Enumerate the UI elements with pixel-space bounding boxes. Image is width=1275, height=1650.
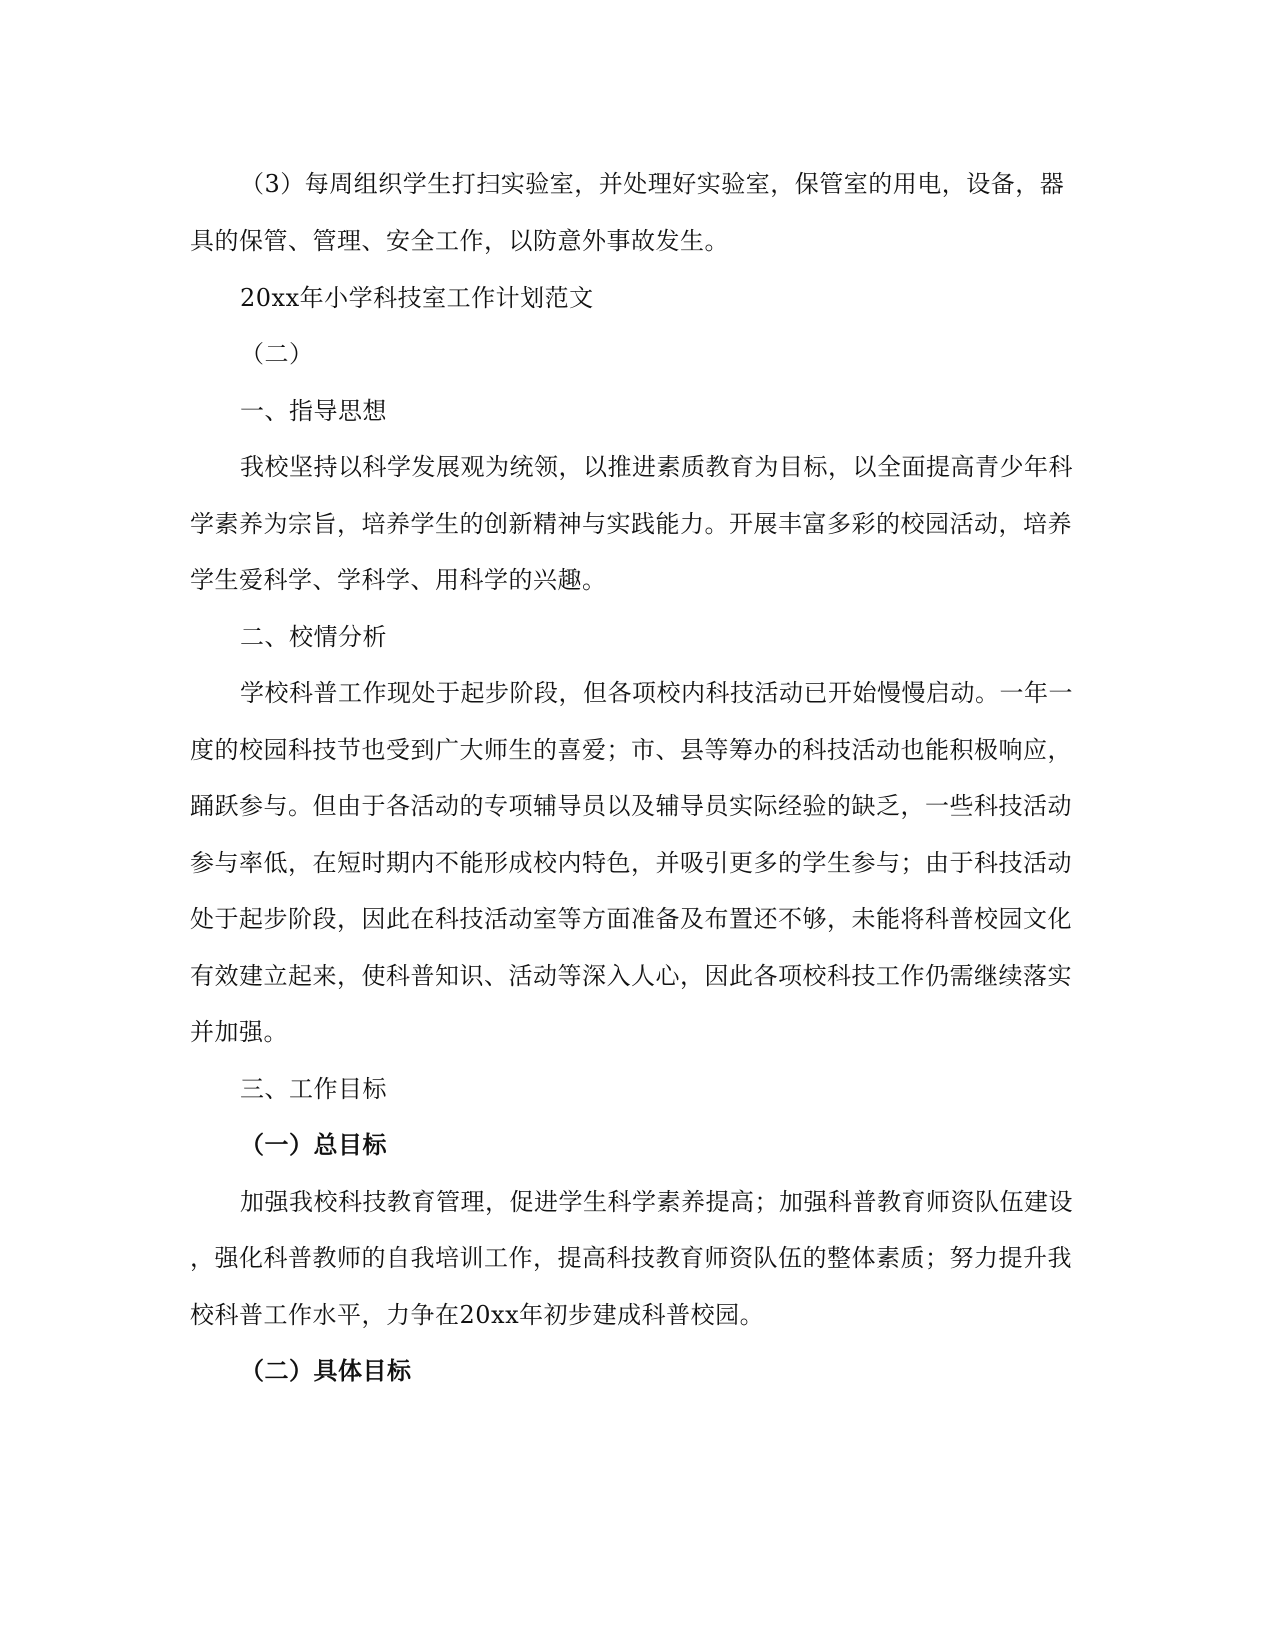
- paragraph-line: 有效建立起来，使科普知识、活动等深入人心，因此各项校科技工作仍需继续落实: [190, 962, 1072, 990]
- subheading-overall-goal: （一）总目标: [240, 1131, 387, 1159]
- paragraph-line: 踊跃参与。但由于各活动的专项辅导员以及辅导员实际经验的缺乏，一些科技活动: [190, 792, 1072, 820]
- paragraph-line: 学素养为宗旨，培养学生的创新精神与实践能力。开展丰富多彩的校园活动，培养: [190, 510, 1072, 538]
- heading-school-analysis: 二、校情分析: [240, 623, 387, 651]
- paragraph-line: 参与率低，在短时期内不能形成校内特色，并吸引更多的学生参与；由于科技活动: [190, 849, 1072, 877]
- heading-work-goals: 三、工作目标: [240, 1075, 387, 1103]
- paragraph-line: 加强我校科技教育管理，促进学生科学素养提高；加强科普教育师资队伍建设: [240, 1188, 1073, 1216]
- paragraph-line: 具的保管、管理、安全工作，以防意外事故发生。: [190, 227, 729, 255]
- paragraph-line: 学校科普工作现处于起步阶段，但各项校内科技活动已开始慢慢启动。一年一: [240, 679, 1073, 707]
- paragraph-line: 我校坚持以科学发展观为统领，以推进素质教育为目标，以全面提高青少年科: [240, 453, 1073, 481]
- paragraph-line: （3）每周组织学生打扫实验室，并处理好实验室，保管室的用电，设备，器: [240, 170, 1065, 198]
- paragraph-line: 学生爱科学、学科学、用科学的兴趣。: [190, 566, 607, 594]
- paragraph-line: 度的校园科技节也受到广大师生的喜爱；市、县等筹办的科技活动也能积极响应，: [190, 736, 1072, 764]
- subheading-specific-goals: （二）具体目标: [240, 1357, 412, 1385]
- paragraph-line: 并加强。: [190, 1018, 288, 1046]
- paragraph-line: 校科普工作水平，力争在20xx年初步建成科普校园。: [190, 1301, 765, 1329]
- paragraph-line: ，强化科普教师的自我培训工作，提高科技教育师资队伍的整体素质；努力提升我: [190, 1244, 1072, 1272]
- paragraph-line: 处于起步阶段，因此在科技活动室等方面准备及布置还不够，未能将科普校园文化: [190, 905, 1072, 933]
- heading-guiding-ideology: 一、指导思想: [240, 397, 387, 425]
- doc-title: 20xx年小学科技室工作计划范文: [240, 284, 594, 312]
- section-number: （二）: [240, 340, 314, 368]
